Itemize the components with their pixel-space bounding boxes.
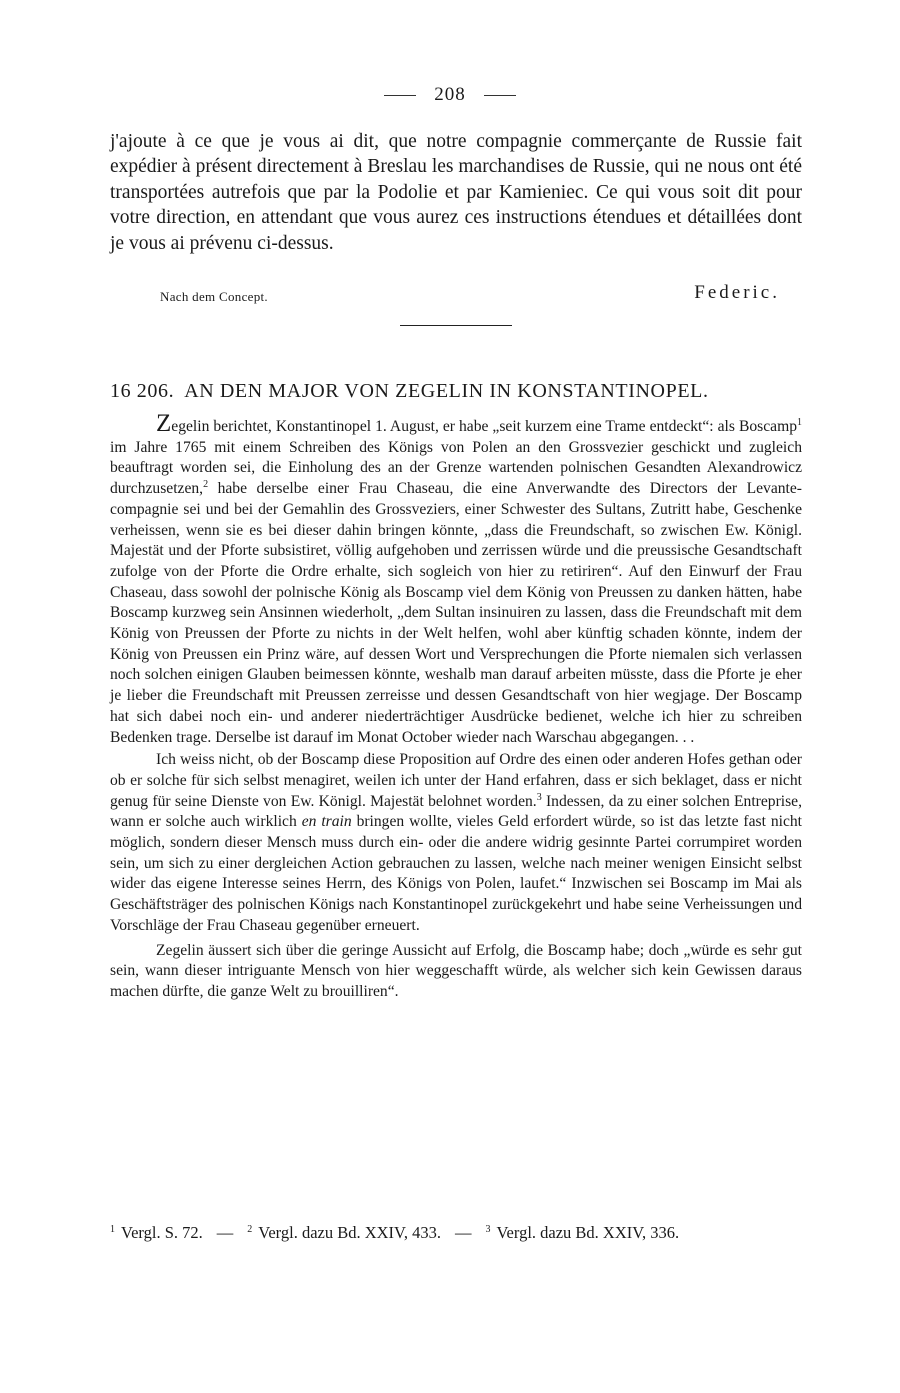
footnote-number-2: 2 [247, 1223, 253, 1235]
paragraph-text: Indessen, da zu einer solchen Entreprise, wann er solche auch wirklich [110, 792, 802, 831]
page-header [0, 84, 900, 106]
source-note: Nach dem Concept. [160, 289, 268, 304]
section-title: AN DEN MAJOR VON ZEGELIN IN KONSTANTINOPEL. [184, 380, 709, 402]
letter-signature-row [160, 282, 780, 306]
footnote-text-1: Vergl. S. 72. [121, 1223, 203, 1242]
section-heading [110, 380, 810, 403]
footnote-ref-1[interactable]: 1 [797, 416, 802, 428]
footnote-number-3: 3 [485, 1223, 491, 1235]
paragraph-text: egelin berichtet, Konstantinopel 1. August, er habe „seit kurzem eine Trame entdeckt“: als Boscamp [171, 418, 797, 435]
header-dash-left [384, 95, 416, 96]
section-divider [400, 325, 512, 326]
section-number: 16 206. [110, 380, 175, 402]
drop-cap: Z [156, 410, 172, 437]
body-paragraph-3: Zegelin äussert sich über die geringe Aussicht auf Erfolg, die Boscamp habe; doch „würde es sehr gut sein, wann dieser intriguante Mensch von hier weggeschafft würde, als welcher sich kein Gewissen daraus machen dürfte, die ganze Welt zu brouilliren“. [110, 941, 802, 1000]
letter-paragraph: j'ajoute à ce que je vous ai dit, que notre compagnie commerçante de Russie fait expédier à présent directement à Breslau les marchandises de Russie, qui ne nous ont été transportées autrefois que par la Podolie et par Kamieniec. Ce qui vous soit dit pour votre direction, en attendant que vous aurez ces instructions étendues et détaillées dont je vous ai prévenu ci-dessus. [110, 131, 802, 254]
footnote-text-3: Vergl. dazu Bd. XXIV, 336. [496, 1223, 680, 1242]
body-paragraph-2 [110, 750, 802, 936]
footnote-ref-2[interactable]: 2 [203, 478, 209, 490]
footnote-ref-3[interactable]: 3 [536, 791, 542, 803]
paragraph-text: habe derselbe einer Frau Chaseau, die eine Anverwandte des Directors der Levante-compagnie sei und bei der Gemahlin des Grossveziers, einer Schwester des Sultans, Zutritt habe, Geschenke verheissen, wenn sie es bei dieser dahin bringen könnte, „dass die Freundschaft, so zwischen Ew. Königl. Majestät und der Pforte subsistiret, völlig aufgehoben und zerrissen würde und die preussische Gesandtschaft zufolge von der Pforte die Ordre erhalte, sich sogleich von hier zu retiriren“. Auf den Einwurf der Frau Chaseau, dass sowohl der polnische König als Boscamp viel dem König von Preussen zu danken hätten, habe Boscamp kurzweg sein Ansinnen wiederholt, „dem Sultan insinuiren zu lassen, dass die Freundschaft mit dem König von Preussen der Pforte zu nichts in der Welt helfen, wohl aber künftig schaden könnte, indem der König von Preussen ein Prinz wäre, auf dessen Wort und Versprechungen die Pforte niemalen sich verlassen noch solchen einigen Glauben beimessen könnte, weshalb man darauf arbeiten müsste, dass die Pforte je eher je lieber die Freundschaft mit Preussen zerreisse und dessen Gesandtschaft von hier wegjage. Der Boscamp hat sich dabei noch ein- und anderer niederträchtiger Ausdrücke bedienet, welche ich hier zu schreiben Bedenken trage. Derselbe ist darauf im Monat October wieder nach Warschau abgegangen. . . [110, 480, 802, 746]
footnotes [110, 1222, 802, 1244]
paragraph-text: Ich weiss nicht, ob der Boscamp diese Proposition auf Ordre des einen oder anderen Hofes gethan oder ob er solche für sich selbst menagiret, weilen ich unter der Hand erfahren, dass er sich beklaget, dass er nicht genug für seine Dienste von Ew. Königl. Majestät belohnet worden. [110, 751, 802, 810]
page-number: 208 [434, 84, 466, 105]
body-paragraph-1 [110, 410, 802, 748]
signature: Federic. [694, 282, 780, 303]
header-dash-right [484, 95, 516, 96]
letter-closing-text [110, 129, 802, 256]
footnote-separator: — [454, 1223, 472, 1242]
footnote-number-1: 1 [110, 1223, 115, 1235]
footnote-text-2: Vergl. dazu Bd. XXIV, 433. [258, 1223, 441, 1242]
italic-phrase: en train [301, 813, 352, 831]
paragraph-text: bringen wollte, vieles Geld erfordert würde, so ist das letzte fast nicht möglich, sondern dieser Mensch muss durch ein- oder die andere widrig gesinnte Partei corrumpiret worden sein, um sich zu einer dergleichen Action gebrauchen zu lassen, welche nach meiner wenigen Einsicht selbst wider das eigene Interesse seines Herrn, des Königs von Polen, laufet.“ Inzwischen sei Boscamp im Mai als Geschäftsträger des polnischen Königs nach Konstantinopel zurückgekehrt und habe seine Verheissungen und Vorschläge der Frau Chaseau gegenüber erneuert. [110, 813, 803, 934]
section-body [110, 410, 803, 1003]
paragraph-text: im Jahre 1765 mit einem Schreiben des Königs von Polen an den Grossvezier geschickt und zugleich beauftragt worden sei, die Einholung des an der Grenze wartenden polnischen Gesandten Alexandrowicz durchzusetzen, [110, 438, 802, 498]
footnote-separator: — [216, 1223, 234, 1242]
